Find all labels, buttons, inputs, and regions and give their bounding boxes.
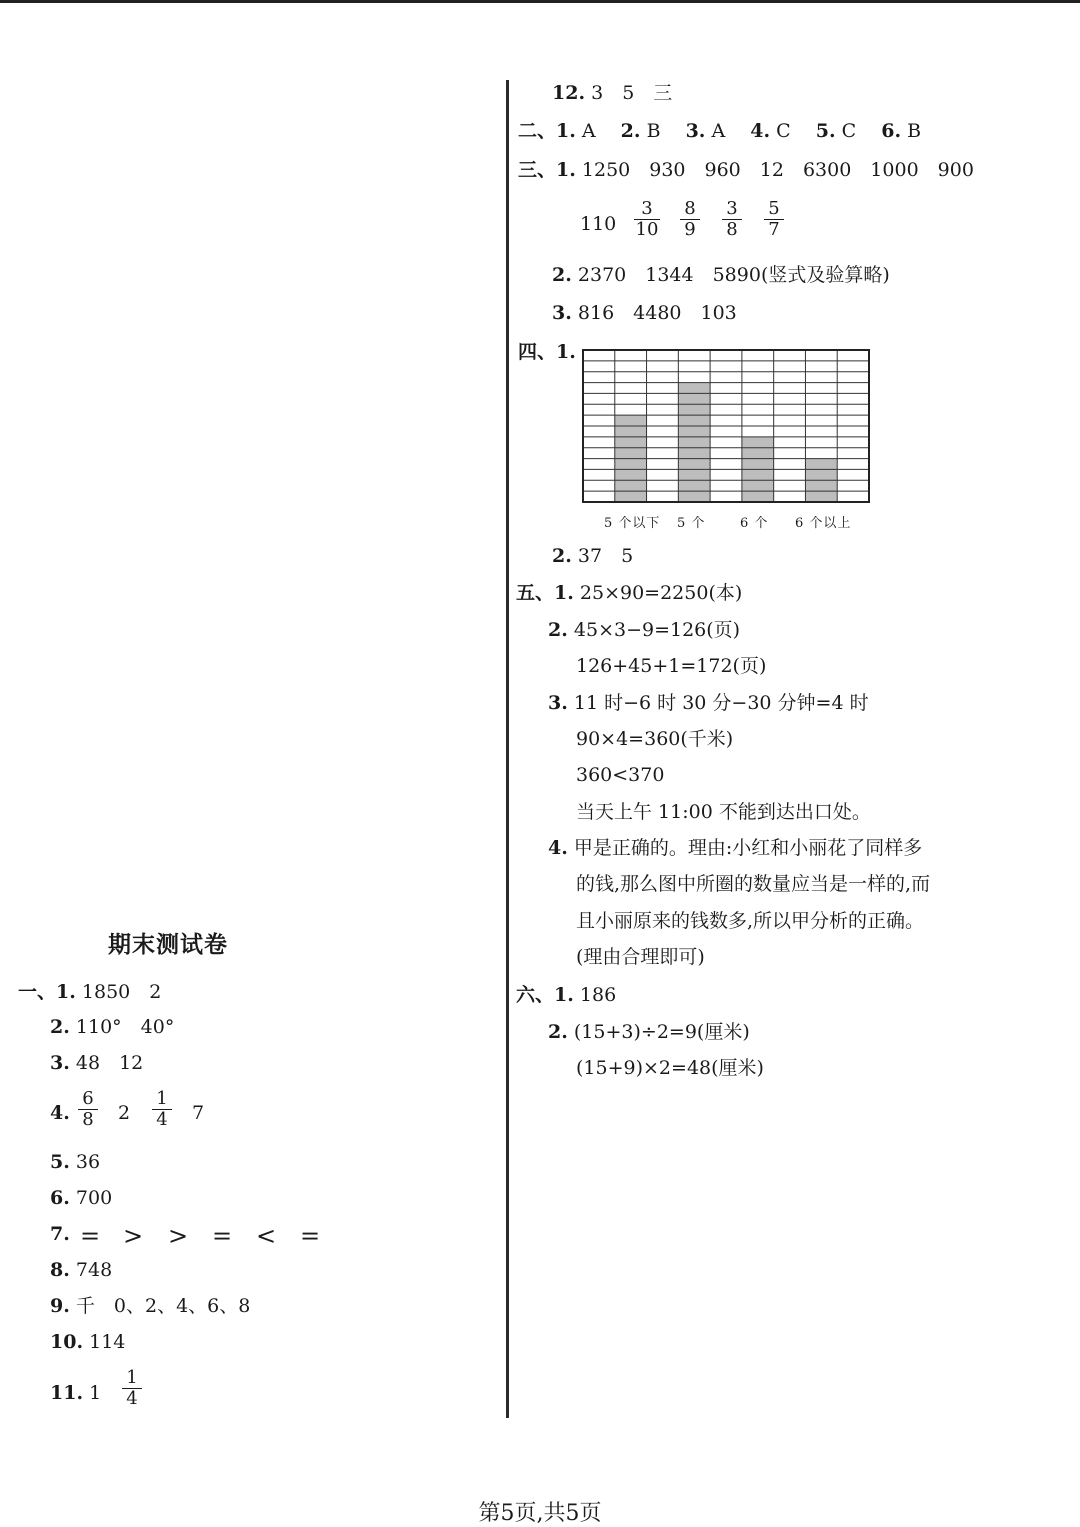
answer-text: 37 5 xyxy=(577,545,634,567)
answer-text: 186 xyxy=(579,984,617,1006)
question-number: 2. xyxy=(552,264,572,286)
numerator: 3 xyxy=(634,199,660,220)
question-number: 3. xyxy=(685,120,706,142)
answer-text: 1 xyxy=(89,1382,102,1404)
answer-text: (15+9)×2=48(厘米) xyxy=(576,1057,764,1079)
comparison-sign: = xyxy=(300,1222,321,1250)
answer-text: 360<370 xyxy=(576,764,665,786)
answer-text: 748 xyxy=(75,1259,113,1281)
comparison-sign: < xyxy=(256,1222,277,1250)
top-border xyxy=(0,0,1080,3)
fraction xyxy=(722,199,742,240)
answer-text: 90×4=360(千米) xyxy=(576,728,734,750)
answer-line xyxy=(548,618,740,642)
question-number: 2. xyxy=(548,619,568,641)
answer-text: 1250 930 960 12 6300 1000 900 xyxy=(581,159,974,181)
answer-line xyxy=(50,1258,112,1282)
question-number: 六、1. xyxy=(516,984,574,1006)
answer-line xyxy=(50,1294,250,1318)
question-number: 9. xyxy=(50,1295,70,1317)
answer-text: C xyxy=(776,120,810,142)
answer-line xyxy=(518,119,921,143)
question-number: 五、1. xyxy=(516,582,574,604)
answer-line xyxy=(548,836,922,860)
answer-line xyxy=(518,158,974,182)
comparison-sign: > xyxy=(168,1222,189,1250)
x-tick-label: 6 个 xyxy=(740,516,769,531)
question-number: 2. xyxy=(620,120,641,142)
question-number: 11. xyxy=(50,1382,84,1404)
answer-text: B xyxy=(646,120,680,142)
question-number: 5. xyxy=(815,120,836,142)
numerator: 1 xyxy=(122,1368,142,1389)
answer-text: 1850 2 xyxy=(81,981,162,1003)
denominator: 4 xyxy=(156,1109,168,1130)
question-number: 5. xyxy=(50,1151,70,1173)
numerator: 5 xyxy=(764,199,784,220)
question-number: 7. xyxy=(50,1223,70,1245)
answer-text: 的钱,那么图中所圈的数量应当是一样的,而 xyxy=(576,873,931,895)
numerator: 6 xyxy=(78,1089,98,1110)
answer-text: 千 0、2、4、6、8 xyxy=(75,1295,251,1317)
answer-line xyxy=(552,81,672,105)
fraction xyxy=(152,1089,172,1130)
answer-text: 126+45+1=172(页) xyxy=(576,655,767,677)
question-number: 一、1. xyxy=(18,981,76,1003)
answer-text: (15+3)÷2=9(厘米) xyxy=(573,1021,750,1043)
answer-line xyxy=(50,1150,100,1174)
question-number: 四、1. xyxy=(518,341,576,363)
numerator: 8 xyxy=(680,199,700,220)
answer-text: 11 时−6 时 30 分−30 分钟=4 时 xyxy=(573,692,869,714)
bar-chart xyxy=(582,348,872,506)
question-number: 12. xyxy=(552,82,586,104)
answer-text: 2370 1344 5890(竖式及验算略) xyxy=(577,264,890,286)
answer-line xyxy=(548,691,869,715)
question-number: 二、1. xyxy=(518,120,576,142)
answer-text: C xyxy=(841,120,876,142)
numerator: 1 xyxy=(152,1089,172,1110)
answer-line xyxy=(552,544,633,568)
answer-text: 816 4480 103 xyxy=(577,302,737,324)
question-number: 2. xyxy=(50,1016,70,1038)
question-number: 4. xyxy=(548,837,568,859)
fraction xyxy=(764,199,784,240)
answer-text: 3 5 三 xyxy=(591,82,673,104)
denominator: 8 xyxy=(726,219,738,240)
answer-text: 36 xyxy=(75,1151,101,1173)
answer-text: 7 xyxy=(192,1102,205,1124)
fraction xyxy=(634,199,660,240)
answer-text: (理由合理即可) xyxy=(576,946,705,968)
denominator: 4 xyxy=(126,1388,138,1409)
question-number: 3. xyxy=(548,692,568,714)
denominator: 7 xyxy=(768,219,780,240)
answer-line xyxy=(50,1222,70,1246)
question-number: 10. xyxy=(50,1331,84,1353)
denominator: 10 xyxy=(635,219,659,240)
answer-text: 2 xyxy=(118,1102,131,1124)
question-number: 三、1. xyxy=(518,159,576,181)
question-number: 4. xyxy=(750,120,771,142)
answer-line xyxy=(516,581,742,605)
x-tick-label: 5 个以下 xyxy=(604,516,661,531)
column-divider xyxy=(506,80,509,1418)
answer-text: 110 xyxy=(580,213,617,235)
answer-text: 110° 40° xyxy=(75,1016,175,1038)
question-number: 6. xyxy=(50,1187,70,1209)
answer-text: 48 12 xyxy=(75,1052,144,1074)
x-tick-label: 6 个以上 xyxy=(795,516,852,531)
answer-line xyxy=(50,1186,112,1210)
answer-text: 25×90=2250(本) xyxy=(579,582,743,604)
denominator: 8 xyxy=(82,1109,94,1130)
bar xyxy=(678,383,710,502)
answer-text: 当天上午 11:00 不能到达出口处。 xyxy=(576,801,871,823)
answer-text: A xyxy=(711,120,745,142)
question-number: 3. xyxy=(552,302,572,324)
answer-text: 甲是正确的。理由:小红和小丽花了同样多 xyxy=(573,837,923,859)
answer-text: 700 xyxy=(75,1187,113,1209)
answer-line xyxy=(516,983,616,1007)
fraction xyxy=(680,199,700,240)
answer-line xyxy=(552,301,737,325)
question-number: 8. xyxy=(50,1259,70,1281)
question-number: 4. xyxy=(50,1102,70,1124)
answer-line xyxy=(548,1020,750,1044)
question-number: 6. xyxy=(881,120,902,142)
comparison-sign: = xyxy=(212,1222,233,1250)
answer-line xyxy=(50,1051,143,1075)
fraction xyxy=(122,1368,142,1409)
question-number: 2. xyxy=(552,545,572,567)
denominator: 9 xyxy=(684,219,696,240)
answer-line xyxy=(552,263,890,287)
section-title: 期末测试卷 xyxy=(108,931,228,958)
fraction xyxy=(78,1089,98,1130)
numerator: 3 xyxy=(722,199,742,220)
answer-line xyxy=(50,1015,174,1039)
answer-text: B xyxy=(907,120,922,142)
x-tick-label: 5 个 xyxy=(677,516,706,531)
answer-line xyxy=(50,1330,125,1354)
answer-text: 45×3−9=126(页) xyxy=(573,619,741,641)
answer-text: 114 xyxy=(89,1331,126,1353)
page-footer: 第5页,共5页 xyxy=(478,1501,602,1526)
answer-line xyxy=(518,340,576,364)
answer-line xyxy=(18,980,161,1004)
comparison-sign: = xyxy=(80,1222,101,1250)
answer-text: A xyxy=(581,120,615,142)
question-number: 2. xyxy=(548,1021,568,1043)
comparison-sign: > xyxy=(123,1222,144,1250)
answer-text: 且小丽原来的钱数多,所以甲分析的正确。 xyxy=(576,910,925,932)
answer-line xyxy=(50,1381,101,1405)
answer-line xyxy=(50,1101,70,1125)
question-number: 3. xyxy=(50,1052,70,1074)
